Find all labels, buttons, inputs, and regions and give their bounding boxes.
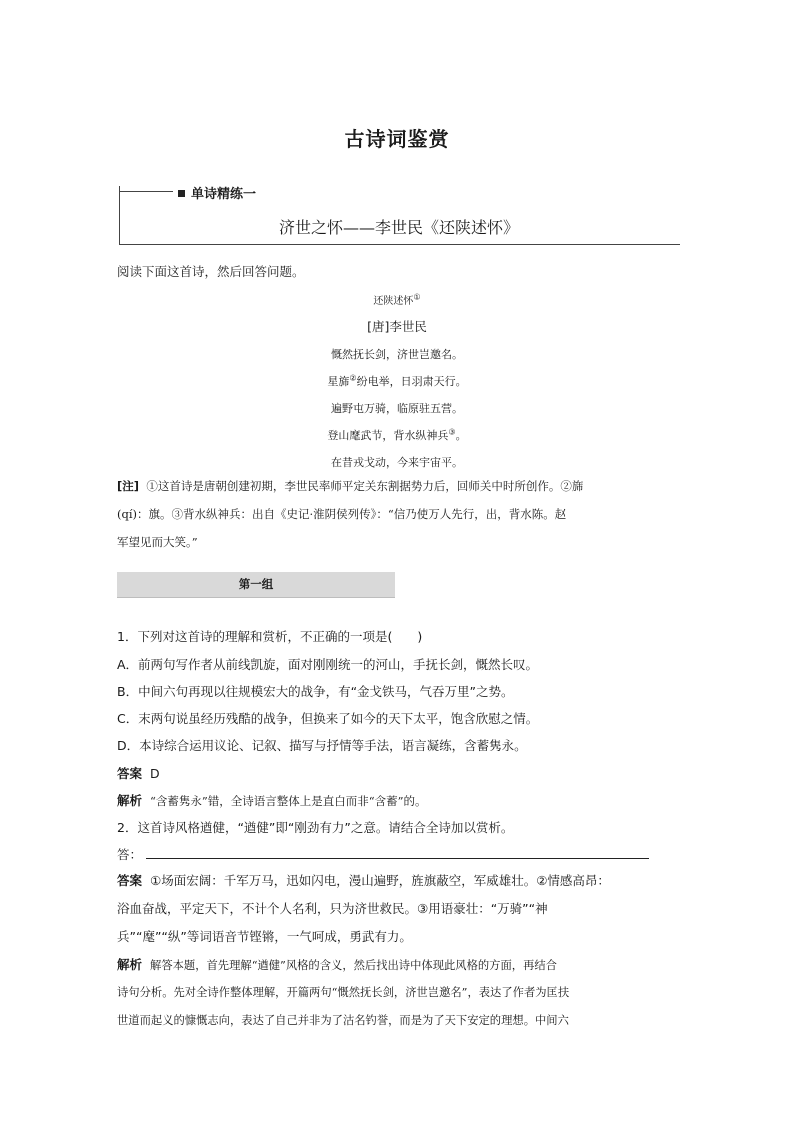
section-subtitle: 济世之怀——李世民《还陕述怀》 [278,218,519,237]
poem-line: 遍野屯万骑，临原驻五营。 [331,402,463,415]
analysis-label: 解析 [117,793,143,808]
analysis-line [117,791,687,809]
answer-value: D [150,766,160,781]
answer-blank-line [146,858,649,859]
reading-instruction: 阅读下面这首诗，然后回答问题。 [117,264,305,279]
notes-label: [注] [117,479,140,493]
option-a: A．前两句写作者从前线凯旋，面对刚刚统一的河山，手抚长剑，慨然长叹。 [117,657,539,672]
section-label-text: 单诗精练一 [191,187,257,202]
answer-label: 答案 [117,766,143,781]
answer-prompt: 答： [117,847,143,862]
answer-line [117,764,687,782]
poem-note-marker: ② [349,373,357,383]
poem-notes-line: 军望见而大笑。” [117,535,198,549]
poem-line: 登山麾武节，背水纵神兵③。 [327,427,467,442]
answer-text-line: 浴血奋战，平定天下，不计个人名利，只为济世救民。③用语豪壮：“万骑”“神 [117,901,548,916]
poem-title-note-marker: ① [413,292,421,302]
poem-line: 在昔戎戈动，今来宇宙平。 [331,456,463,469]
analysis-text-line: 解析 解答本题，首先理解“遒健”风格的含义，然后找出诗中体现此风格的方面，再结合 [117,957,557,972]
section-divider [119,191,173,192]
square-bullet-icon [178,190,185,197]
analysis-text-line: 世道而起义的慷慨志向，表达了自己并非为了沽名钓誉，而是为了天下安定的理想。中间六 [117,1014,569,1027]
analysis-text: “含蓄隽永”错，全诗语言整体上是直白而非“含蓄”的。 [150,794,427,808]
poem-author: [唐]李世民 [367,319,427,334]
question-stem: 2．这首诗风格遒健，“遒健”即“刚劲有力”之意。请结合全诗加以赏析。 [117,820,514,835]
question-stem: 1．下列对这首诗的理解和赏析，不正确的一项是( ) [117,629,423,644]
poem-notes-line: [注] ①这首诗是唐朝创建初期，李世民率师平定关东割据势力后，回师关中时所创作。②旆 [117,479,584,493]
document-title: 古诗词鉴赏 [344,127,450,151]
poem-line: 慨然抚长剑，济世岂邀名。 [331,348,463,361]
group-header: 第一组 [117,572,395,598]
section-label [178,183,256,202]
poem-title [117,292,677,307]
poem-title-text: 还陕述怀 [373,296,414,307]
poem-notes-line: (qí)：旗。③背水纵神兵：出自《史记·淮阴侯列传》：“信乃使万人先行，出，背水陈。赵 [117,507,567,521]
answer-text-line: 兵”“麾”“纵”等词语音节铿锵，一气呵成，勇武有力。 [117,929,412,944]
answer-label: 答案 [117,873,143,888]
analysis-text-line: 诗句分析。先对全诗作整体理解，开篇两句“慨然抚长剑，济世岂邀名”，表达了作者为匡扶 [117,986,570,999]
option-b: B．中间六句再现以往规模宏大的战争，有“金戈铁马，气吞万里”之势。 [117,684,514,699]
option-c: C．末两句说虽经历残酷的战争，但换来了如今的天下太平，饱含欣慰之情。 [117,711,539,726]
poem-line: 星旆②纷电举，日羽肃天行。 [327,373,467,388]
answer-text-line: 答案 ①场面宏阔：千军万马，迅如闪电，漫山遍野，旌旗蔽空，军威雄壮。②情感高昂： [117,873,610,888]
option-d: D．本诗综合运用议论、记叙、描写与抒情等手法，语言凝练，含蓄隽永。 [117,738,527,753]
poem-note-marker: ③ [448,427,456,437]
analysis-label: 解析 [117,957,143,972]
